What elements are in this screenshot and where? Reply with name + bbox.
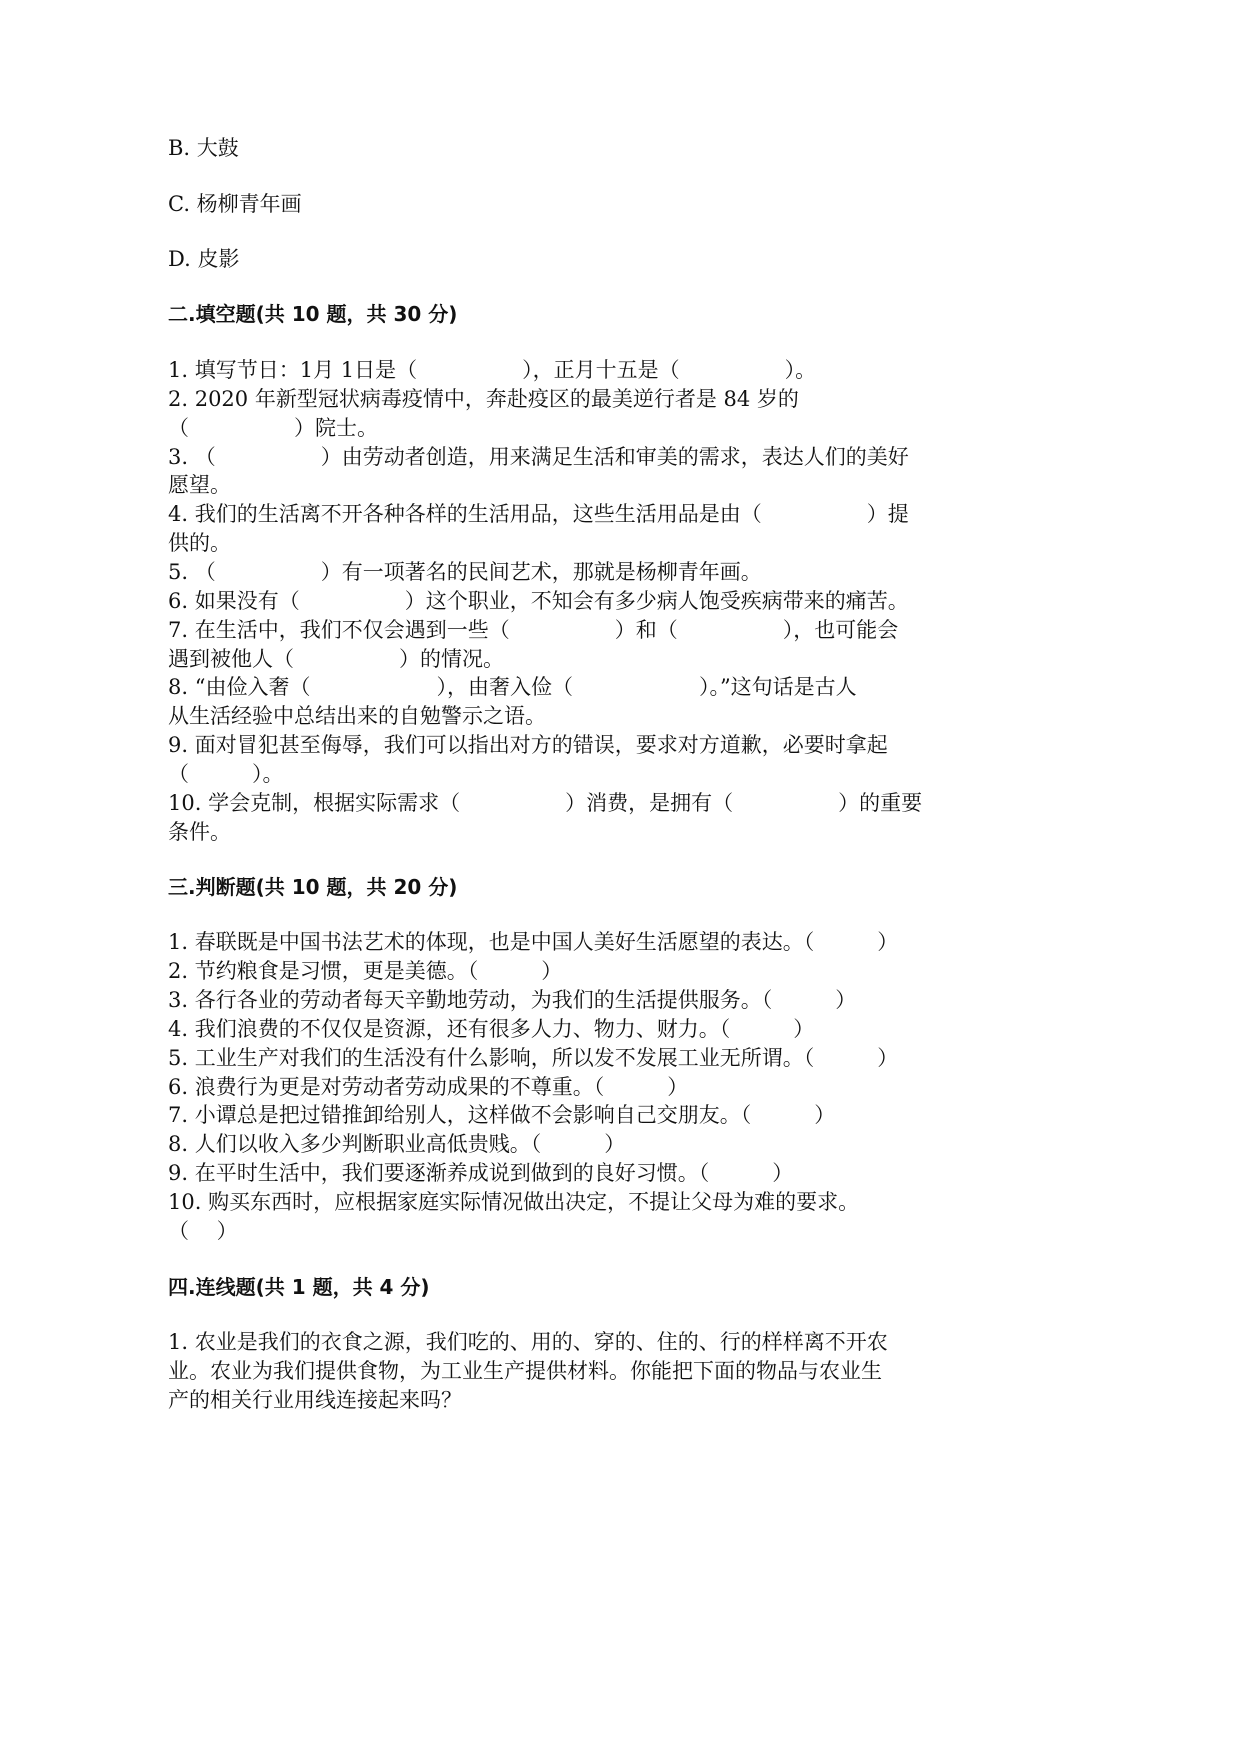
section-heading: 四.连线题(共 1 题，共 4 分) [168, 1275, 430, 1299]
question-line: 6. 浪费行为更是对劳动者劳动成果的不尊重。（ ） [168, 1074, 689, 1099]
question-line: 8. 人们以收入多少判断职业高低贵贱。（ ） [168, 1132, 626, 1157]
question-line: 6. 如果没有（ ）这个职业，不知会有多少病人饱受疾病带来的痛苦。 [168, 588, 909, 613]
question-line: （ ）。 [168, 761, 284, 786]
question-line: 1. 春联既是中国书法艺术的体现，也是中国人美好生活愿望的表达。（ ） [168, 930, 899, 954]
option-line: C. 杨柳青年画 [168, 192, 302, 216]
question-line: 业。农业为我们提供食物，为工业生产提供材料。你能把下面的物品与农业生 [168, 1359, 882, 1383]
question-line: 3. （ ）由劳动者创造，用来满足生活和审美的需求，表达人们的美好 [168, 444, 909, 469]
option-line: B. 大鼓 [168, 136, 239, 160]
question-line: 1. 填写节日：1月 1日是（ ），正月十五是（ ）。 [168, 358, 817, 382]
question-line: 2. 2020 年新型冠状病毒疫情中，奔赴疫区的最美逆行者是 84 岁的 [168, 386, 799, 411]
question-line: 4. 我们浪费的不仅仅是资源，还有很多人力、物力、财力。（ ） [168, 1016, 815, 1041]
question-line: 从生活经验中总结出来的自勉警示之语。 [168, 704, 546, 729]
question-line: 1. 农业是我们的衣食之源，我们吃的、用的、穿的、住的、行的样样离不开农 [168, 1330, 888, 1354]
question-line: 10. 购买东西时，应根据家庭实际情况做出决定，不提让父母为难的要求。 [168, 1190, 860, 1215]
question-line: 5. 工业生产对我们的生活没有什么影响，所以发不发展工业无所谓。（ ） [168, 1045, 899, 1070]
question-line: 2. 节约粮食是习惯，更是美德。（ ） [168, 958, 563, 983]
section-heading: 三.判断题(共 10 题，共 20 分) [168, 875, 458, 899]
question-line: 条件。 [168, 819, 231, 844]
question-line: 9. 面对冒犯甚至侮辱，我们可以指出对方的错误，要求对方道歉，必要时拿起 [168, 733, 888, 758]
question-line: （ ）院士。 [168, 415, 378, 440]
question-line: 7. 在生活中，我们不仅会遇到一些（ ）和（ ），也可能会 [168, 617, 899, 642]
question-line: 供的。 [168, 531, 231, 556]
question-line: 3. 各行各业的劳动者每天辛勤地劳动，为我们的生活提供服务。（ ） [168, 987, 857, 1012]
question-line: 产的相关行业用线连接起来吗？ [168, 1388, 462, 1412]
question-line: 遇到被他人（ ）的情况。 [168, 646, 504, 671]
question-line: 9. 在平时生活中，我们要逐渐养成说到做到的良好习惯。（ ） [168, 1161, 794, 1186]
question-line: 7. 小谭总是把过错推卸给别人，这样做不会影响自己交朋友。（ ） [168, 1103, 836, 1128]
question-line: 8. “由俭入奢（ ），由奢入俭（ ）。”这句话是古人 [168, 675, 857, 700]
question-line: 愿望。 [168, 473, 231, 498]
option-line: D. 皮影 [168, 247, 240, 271]
question-line: 4. 我们的生活离不开各种各样的生活用品，这些生活用品是由（ ）提 [168, 502, 909, 527]
question-line: 10. 学会克制，根据实际需求（ ）消费，是拥有（ ）的重要 [168, 790, 923, 815]
question-line: （ ） [168, 1219, 238, 1243]
question-line: 5. （ ）有一项著名的民间艺术，那就是杨柳青年画。 [168, 559, 762, 584]
section-heading: 二.填空题(共 10 题，共 30 分) [168, 302, 458, 326]
